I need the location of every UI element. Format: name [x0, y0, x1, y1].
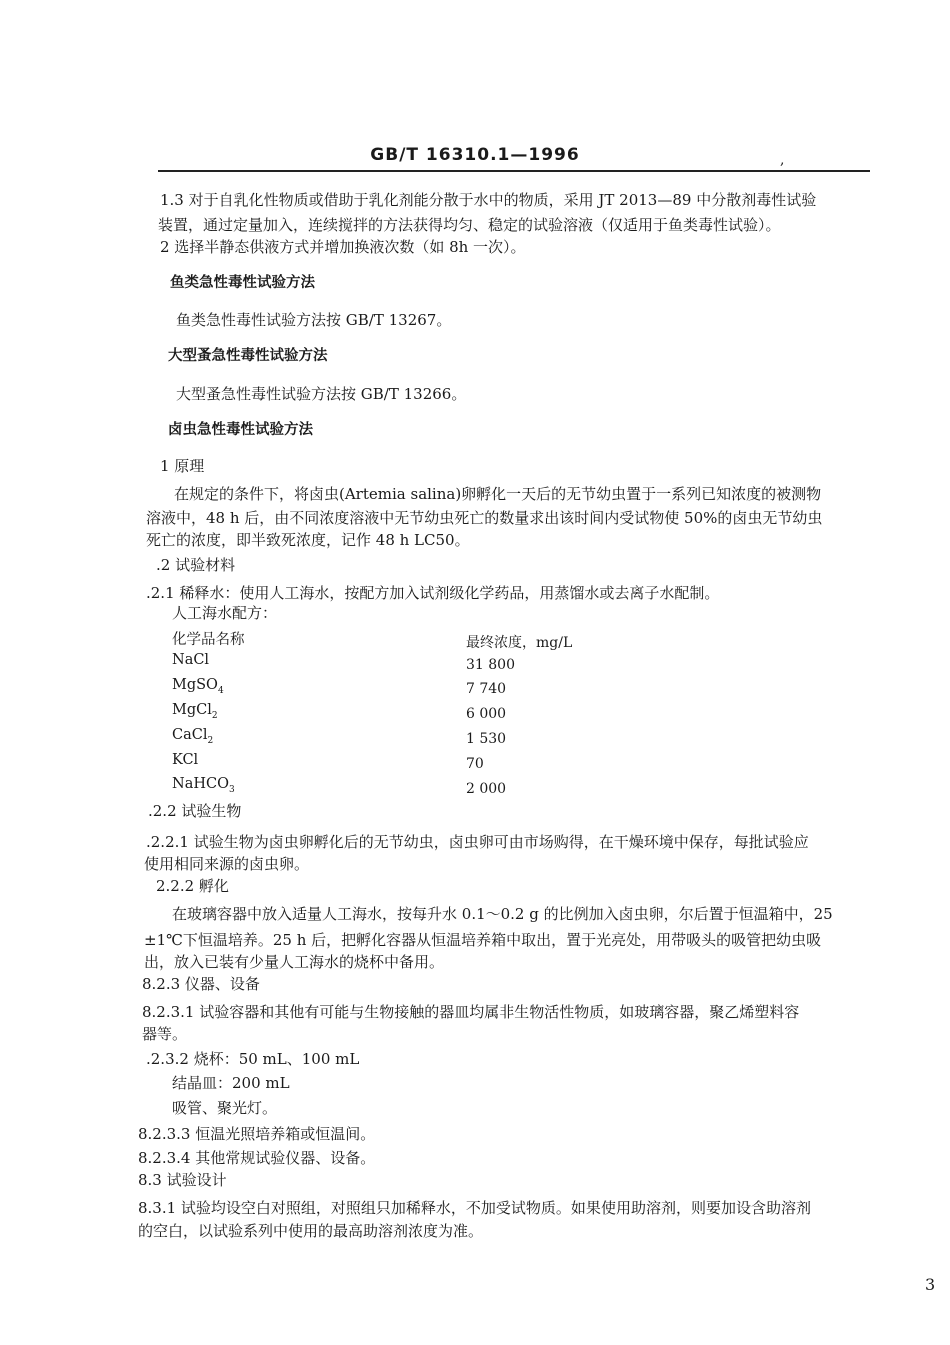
page-number: 3: [925, 1275, 936, 1294]
section-2-3-4: 8.2.3.4 其他常规试验仪器、设备。: [138, 1149, 376, 1167]
standard-header: GB/T 16310.1—1996: [370, 145, 580, 165]
section-2-3-1-line1: 8.2.3.1 试验容器和其他有可能与生物接触的器皿均属非生物活性物质，如玻璃容器，聚乙烯塑料容: [142, 1003, 800, 1021]
section-2-2-1-line2: 使用相同来源的卤虫卵。: [144, 855, 310, 873]
table-row-name: NaCl: [172, 652, 210, 668]
table-row-name: KCl: [172, 752, 199, 768]
para-1-3-line2: 装置，通过定量加入，连续搅拌的方法获得均匀、稳定的试验溶液（仅适用于鱼类毒性试验）。: [158, 216, 781, 234]
hatching-line3: 出，放入已装有少量人工海水的烧杯中备用。: [144, 953, 445, 971]
section-1-principle: 1 原理: [160, 457, 205, 475]
principle-line1: 在规定的条件下，将卤虫(Artemia salina)卵孵化一天后的无节幼虫置于一系列已知浓度的被测物: [174, 485, 822, 503]
table-row-conc: 31 800: [466, 657, 515, 673]
table-row-conc: 6 000: [466, 706, 507, 722]
header-mark: ,: [780, 152, 785, 168]
hatching-line2: ±1℃下恒温培养。25 h 后，把孵化容器从恒温培养箱中取出，置于光亮处，用带吸头的吸管把幼虫吸: [144, 931, 822, 949]
section-2-3-1-line2: 器等。: [142, 1025, 188, 1043]
table-row-conc: 2 000: [466, 781, 507, 797]
section-2-1-dilution-water: .2.1 稀释水：使用人工海水，按配方加入试剂级化学药品，用蒸馏水或去离子水配制。: [146, 584, 720, 602]
section-8-3-1-line1: 8.3.1 试验均设空白对照组，对照组只加稀释水，不加受试物质。如果使用助溶剂，则要加设含助溶剂: [138, 1199, 811, 1217]
header-rule: [158, 170, 870, 172]
table-row-conc: 70: [466, 756, 484, 772]
table-row-conc: 7 740: [466, 681, 507, 697]
formula-label: 人工海水配方：: [172, 604, 278, 622]
para-1-3-line1: 1.3 对于自乳化性物质或借助于乳化剂能分散于水中的物质，采用 JT 2013—89 中分散剂毒性试验: [160, 191, 817, 209]
heading-fish-test: 鱼类急性毒性试验方法: [170, 275, 315, 291]
table-row-conc: 1 530: [466, 731, 507, 747]
section-2-3-2-dishes: 结晶皿：200 mL: [172, 1074, 290, 1092]
section-2-3-2-pipettes: 吸管、聚光灯。: [172, 1099, 278, 1117]
table-header-chemical: 化学品名称: [172, 632, 245, 648]
heading-brine-shrimp-test: 卤虫急性毒性试验方法: [168, 422, 313, 438]
principle-line2: 溶液中，48 h 后，由不同浓度溶液中无节幼虫死亡的数量求出该时间内受试物使 50%的卤虫无节幼虫: [146, 509, 823, 527]
para-2: 2 选择半静态供液方式并增加换液次数（如 8h 一次）。: [160, 238, 526, 256]
section-2-2-2-hatching: 2.2.2 孵化: [156, 877, 229, 895]
section-2-3-3: 8.2.3.3 恒温光照培养箱或恒温间。: [138, 1125, 376, 1143]
section-8-3-1-line2: 的空白，以试验系列中使用的最高助溶剂浓度为准。: [138, 1222, 484, 1240]
heading-daphnia-test: 大型蚤急性毒性试验方法: [168, 348, 328, 364]
daphnia-test-text: 大型蚤急性毒性试验方法按 GB/T 13266。: [176, 385, 467, 403]
principle-line3: 死亡的浓度，即半致死浓度，记作 48 h LC50。: [146, 531, 470, 549]
section-2-materials: .2 试验材料: [156, 556, 236, 574]
table-row-name: CaCl$_2$: [172, 727, 214, 746]
fish-test-text: 鱼类急性毒性试验方法按 GB/T 13267。: [176, 311, 452, 329]
table-row-name: NaHCO$_3$: [172, 776, 235, 795]
hatching-line1: 在玻璃容器中放入适量人工海水，按每升水 0.1～0.2 g 的比例加入卤虫卵，尔后置于恒温箱中，25: [172, 905, 833, 923]
table-row-name: MgSO$_4$: [172, 677, 224, 696]
section-2-3-2-beakers: .2.3.2 烧杯：50 mL、100 mL: [146, 1050, 360, 1068]
table-row-name: MgCl$_2$: [172, 702, 218, 721]
section-2-2-1-line1: .2.2.1 试验生物为卤虫卵孵化后的无节幼虫，卤虫卵可由市场购得，在干燥环境中保存，每批试验应: [146, 833, 809, 851]
section-8-3-test-design: 8.3 试验设计: [138, 1171, 227, 1189]
table-header-concentration: 最终浓度，mg/L: [466, 635, 573, 651]
section-2-3-equipment: 8.2.3 仪器、设备: [142, 975, 260, 993]
section-2-2-organisms: .2.2 试验生物: [148, 802, 242, 820]
